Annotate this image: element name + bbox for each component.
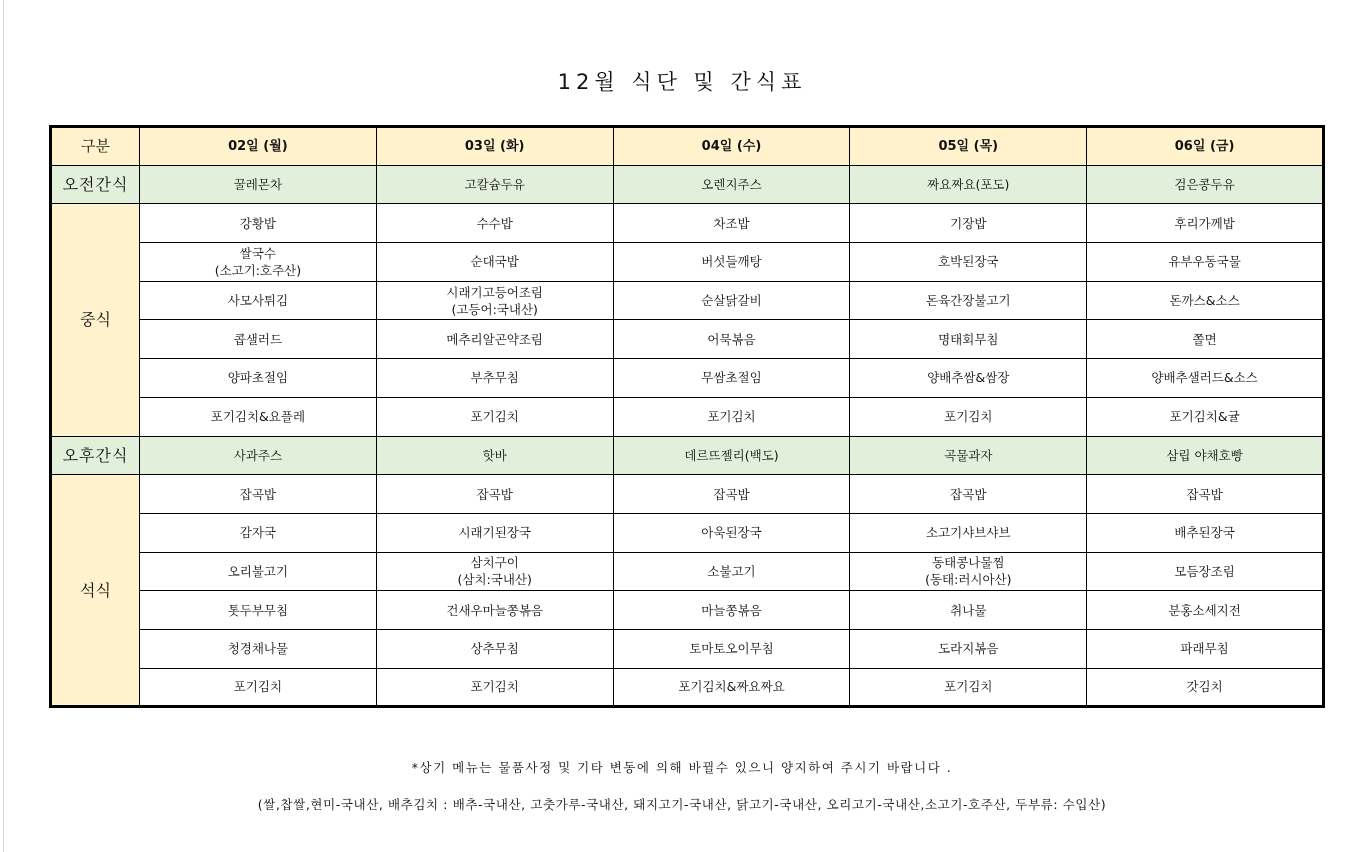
menu-cell [376,513,613,552]
menu-item-name: 잡곡밥 [1186,486,1223,502]
menu-change-notice: *상기 메뉴는 물품사정 및 기타 변동에 의해 바뀔수 있으니 양지하여 주시기 바랍니다 . [411,760,953,775]
menu-cell [613,591,850,630]
menu-item-name: 돈까스&소스 [1169,293,1240,309]
menu-item-name: 도라지볶음 [938,641,999,657]
menu-item-name: 잡곡밥 [950,486,987,502]
header-row [51,127,1324,166]
menu-cell [140,513,377,552]
menu-cell [140,281,377,320]
menu-cell [376,629,613,668]
menu-cell [376,359,613,398]
menu-item-name: 포기김치 [470,679,519,695]
menu-cell [140,629,377,668]
meal-row [51,591,1324,630]
menu-cell [613,204,850,243]
menu-item-name: 순대국밥 [470,254,519,270]
menu-cell [140,204,377,243]
menu-cell [850,204,1087,243]
menu-cell [1087,629,1324,668]
menu-item-name: 건새우마늘쫑볶음 [446,602,543,618]
menu-item-name: 삼치구이 [470,555,519,571]
menu-item-name: 데르뜨젤리(백도) [684,447,779,463]
menu-item-name: 호박된장국 [938,254,999,270]
menu-item-name: 마늘쫑볶음 [701,602,762,618]
menu-item-name: 잡곡밥 [239,486,277,502]
menu-item-name: 파래무침 [1180,641,1229,657]
menu-item-name: 콥샐러드 [233,331,283,347]
menu-cell [140,359,377,398]
menu-cell [613,475,850,514]
menu-item-name: 분홍소세지전 [1168,602,1241,618]
menu-cell [376,397,613,436]
menu-cell [376,243,613,282]
meal-row [51,359,1324,398]
menu-item-name: 청경채나물 [227,641,289,657]
day-header: 05일 (목) [850,127,1087,166]
menu-cell [376,281,613,320]
section-label: 중식 [51,204,140,436]
menu-cell [140,475,377,514]
menu-cell [1087,397,1324,436]
menu-item-name: 돈육간장불고기 [926,293,1011,309]
menu-item-name: 쫄면 [1192,331,1217,347]
meal-row [51,320,1324,359]
menu-item-origin: (동태:러시아산) [925,572,1012,588]
page-left-border [3,0,4,852]
menu-item-name: 소불고기 [707,563,756,579]
meal-row [51,243,1324,282]
menu-cell [140,243,377,282]
menu-cell [850,243,1087,282]
menu-item-name: 포기김치 [707,409,756,425]
menu-cell [1087,513,1324,552]
menu-cell [850,668,1087,707]
meal-row [51,513,1324,552]
menu-cell [140,165,377,204]
menu-cell [850,436,1087,475]
menu-cell [850,591,1087,630]
menu-item-name: 시래기고등어조림 [446,284,543,300]
menu-cell [1087,204,1324,243]
page-title: 12월 식단 및 간식표 [557,70,807,95]
menu-cell [1087,281,1324,320]
menu-item-name: 유부우동국물 [1168,254,1241,270]
menu-cell [140,668,377,707]
menu-item-name: 수수밥 [476,215,513,231]
menu-item-origin: (고등어:국내산) [451,301,538,317]
menu-item-name: 부추무침 [470,370,519,386]
menu-item-name: 상추무침 [470,641,519,657]
menu-cell [850,475,1087,514]
menu-cell [376,165,613,204]
menu-cell [1087,320,1324,359]
menu-item-origin: (소고기:호주산) [214,262,302,278]
menu-cell [613,513,850,552]
menu-item-name: 배추된장국 [1174,525,1235,541]
menu-item-name: 포기김치 [944,679,993,695]
day-header: 03일 (화) [376,127,613,166]
menu-cell [140,552,377,591]
menu-cell [613,552,850,591]
category-header: 구분 [51,127,140,166]
meal-row [51,475,1324,514]
snack-row [51,436,1324,475]
menu-cell [850,165,1087,204]
meal-row [51,629,1324,668]
meal-row [51,397,1324,436]
menu-item-name: 버섯들깨탕 [701,254,762,270]
menu-item-name: 포기김치&요플레 [210,409,306,425]
menu-cell [850,513,1087,552]
menu-cell [1087,359,1324,398]
menu-item-name: 강황밥 [239,215,277,231]
section-label: 오후간식 [51,436,140,475]
menu-cell [376,475,613,514]
menu-item-name: 포기김치 [944,409,993,425]
menu-body [51,165,1324,707]
menu-item-name: 잡곡밥 [476,486,513,502]
menu-cell [1087,552,1324,591]
menu-cell [140,397,377,436]
menu-cell [613,668,850,707]
menu-item-name: 메추리알곤약조림 [446,331,543,347]
menu-table [49,125,1325,708]
menu-cell [376,552,613,591]
menu-cell [850,629,1087,668]
menu-item-name: 잡곡밥 [713,486,750,502]
meal-row [51,281,1324,320]
menu-cell [376,436,613,475]
menu-item-name: 포기김치 [470,409,519,425]
menu-item-name: 갓김치 [1186,679,1223,695]
menu-cell [850,359,1087,398]
menu-item-name: 아욱된장국 [701,525,762,541]
menu-item-name: 모듬장조림 [1174,563,1235,579]
menu-cell [1087,591,1324,630]
menu-cell [613,243,850,282]
menu-item-name: 꿀레몬차 [233,177,283,193]
menu-item-name: 핫바 [482,447,507,463]
day-header: 04일 (수) [613,127,850,166]
menu-item-name: 양배추쌈&쌈장 [927,370,1010,386]
menu-cell [140,320,377,359]
menu-item-name: 오리불고기 [227,563,289,579]
menu-cell [613,397,850,436]
menu-item-name: 차조밥 [713,215,750,231]
menu-cell [1087,243,1324,282]
meal-row [51,552,1324,591]
menu-cell [1087,475,1324,514]
menu-item-name: 검은콩두유 [1174,177,1235,193]
menu-cell [850,281,1087,320]
origin-notice: (쌀,찹쌀,현미-국내산, 배추김치 : 배추-국내산, 고춧가루-국내산, 돼지고기-국내산, 닭고기-국내산, 오리고기-국내산,소고기-호주산, 두부류: 수입산) [257,797,1107,812]
menu-item-name: 포기김치&짜요짜요 [678,679,785,695]
menu-cell [376,204,613,243]
menu-cell [613,281,850,320]
menu-item-name: 순살닭갈비 [701,293,762,309]
menu-cell [1087,668,1324,707]
menu-item-name: 고칼슘두유 [464,177,525,193]
menu-item-name: 포기김치&귤 [1169,409,1240,425]
meal-row [51,204,1324,243]
menu-cell [613,320,850,359]
menu-cell [613,629,850,668]
menu-item-name: 포기김치 [233,679,283,695]
menu-item-name: 취나물 [950,602,987,618]
menu-item-name: 동태콩나물찜 [932,555,1005,571]
menu-cell [850,552,1087,591]
menu-cell [613,436,850,475]
snack-row [51,165,1324,204]
menu-cell [376,320,613,359]
day-header: 02일 (월) [140,127,377,166]
menu-item-name: 감자국 [239,525,277,541]
menu-item-name: 양배추샐러드&소스 [1151,370,1258,386]
menu-cell [376,668,613,707]
menu-cell [1087,165,1324,204]
menu-item-name: 사과주스 [233,447,283,463]
menu-cell [376,591,613,630]
menu-item-name: 무쌈초절임 [701,370,762,386]
menu-item-name: 기장밥 [950,215,987,231]
menu-item-name: 양파초절임 [227,370,289,386]
meal-row [51,668,1324,707]
menu-cell [140,436,377,475]
menu-item-name: 명태회무침 [938,331,999,347]
day-header: 06일 (금) [1087,127,1324,166]
menu-item-name: 쌀국수 [239,245,277,261]
menu-item-name: 후리가께밥 [1174,215,1235,231]
menu-item-name: 삼립 야채호빵 [1166,447,1243,463]
menu-item-name: 곡물과자 [944,447,993,463]
menu-item-origin: (삼치:국내산) [457,572,532,588]
menu-item-name: 사모사튀김 [227,293,289,309]
menu-cell [613,359,850,398]
menu-item-name: 어묵볶음 [707,331,756,347]
menu-item-name: 짜요짜요(포도) [927,177,1010,193]
menu-cell [850,397,1087,436]
menu-item-name: 소고기샤브샤브 [926,525,1011,541]
menu-item-name: 토마토오이무침 [689,641,774,657]
menu-item-name: 톳두부무침 [227,602,289,618]
menu-item-name: 오렌지주스 [701,177,762,193]
menu-cell [140,591,377,630]
menu-cell [850,320,1087,359]
menu-cell [613,165,850,204]
section-label: 오전간식 [51,165,140,204]
section-label: 석식 [51,475,140,707]
menu-item-name: 시래기된장국 [458,525,531,541]
menu-cell [1087,436,1324,475]
